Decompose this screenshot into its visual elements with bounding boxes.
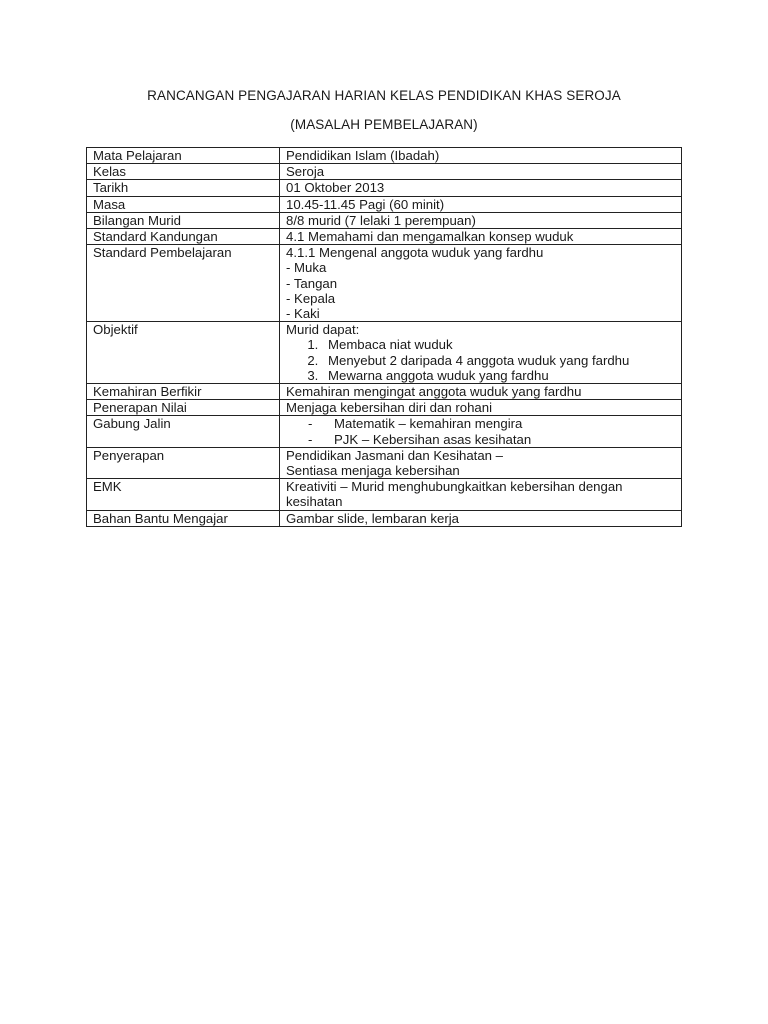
row-value bbox=[280, 322, 682, 384]
table-row-gabung-jalin bbox=[87, 416, 682, 447]
table-row-standard-kandungan bbox=[87, 229, 682, 245]
text-line: - Muka bbox=[286, 260, 327, 276]
table-row-tarikh bbox=[87, 180, 682, 196]
row-label: EMK bbox=[87, 479, 280, 510]
row-value: Kemahiran mengingat anggota wuduk yang fardhu bbox=[280, 384, 682, 400]
table-row-bilangan-murid bbox=[87, 212, 682, 228]
dash-marker: - bbox=[308, 416, 313, 432]
row-value bbox=[280, 416, 682, 447]
list-item-text: PJK – Kebersihan asas kesihatan bbox=[334, 431, 532, 447]
document-title: RANCANGAN PENGAJARAN HARIAN KELAS PENDIDIKAN KHAS SEROJA bbox=[147, 88, 621, 103]
text-line: kesihatan bbox=[286, 494, 343, 510]
row-value bbox=[280, 245, 682, 322]
row-label: Masa bbox=[87, 196, 280, 212]
row-label: Kemahiran Berfikir bbox=[87, 384, 280, 400]
gabung-jalin-list bbox=[286, 416, 681, 446]
text-line: Kreativiti – Murid menghubungkaitkan kebersihan dengan bbox=[286, 479, 623, 495]
objective-intro: Murid dapat: bbox=[286, 322, 360, 338]
text-line: - Tangan bbox=[286, 275, 338, 291]
row-value: Menjaga kebersihan diri dan rohani bbox=[280, 400, 682, 416]
row-label: Bilangan Murid bbox=[87, 212, 280, 228]
row-value: 8/8 murid (7 lelaki 1 perempuan) bbox=[280, 212, 682, 228]
table-row-masa bbox=[87, 196, 682, 212]
text-line: - Kepala bbox=[286, 290, 336, 306]
dash-marker: - bbox=[308, 431, 313, 447]
row-value: Pendidikan Islam (Ibadah) bbox=[280, 148, 682, 164]
row-label: Bahan Bantu Mengajar bbox=[87, 510, 280, 526]
row-value: 10.45-11.45 Pagi (60 minit) bbox=[280, 196, 682, 212]
row-label: Penerapan Nilai bbox=[87, 400, 280, 416]
lesson-plan-table bbox=[86, 147, 682, 527]
row-label: Standard Pembelajaran bbox=[87, 245, 280, 322]
table-row-kemahiran-berfikir bbox=[87, 384, 682, 400]
table-row-penyerapan bbox=[87, 447, 682, 478]
list-item: 3. Mewarna anggota wuduk yang fardhu bbox=[322, 368, 681, 383]
row-label: Penyerapan bbox=[87, 447, 280, 478]
row-value: 01 Oktober 2013 bbox=[280, 180, 682, 196]
table-row-bahan-bantu bbox=[87, 510, 682, 526]
table-row-emk bbox=[87, 479, 682, 510]
row-value: Gambar slide, lembaran kerja bbox=[280, 510, 682, 526]
row-label: Standard Kandungan bbox=[87, 229, 280, 245]
text-line: 4.1.1 Mengenal anggota wuduk yang fardhu bbox=[286, 245, 544, 261]
row-value: Seroja bbox=[280, 164, 682, 180]
list-item: 2. Menyebut 2 daripada 4 anggota wuduk yang fardhu bbox=[322, 353, 681, 368]
text-line: Sentiasa menjaga kebersihan bbox=[286, 463, 460, 479]
row-label: Mata Pelajaran bbox=[87, 148, 280, 164]
table-row-penerapan-nilai bbox=[87, 400, 682, 416]
row-label: Objektif bbox=[87, 322, 280, 384]
document-subtitle: (MASALAH PEMBELAJARAN) bbox=[290, 117, 478, 132]
table-row-objektif bbox=[87, 322, 682, 384]
row-label: Tarikh bbox=[87, 180, 280, 196]
text-line: - Kaki bbox=[286, 306, 320, 322]
row-label: Gabung Jalin bbox=[87, 416, 280, 447]
row-label: Kelas bbox=[87, 164, 280, 180]
list-item: 1. Membaca niat wuduk bbox=[322, 337, 681, 352]
list-item bbox=[286, 416, 681, 431]
list-item-text: Matematik – kemahiran mengira bbox=[334, 416, 523, 432]
text-line: Pendidikan Jasmani dan Kesihatan – bbox=[286, 447, 504, 463]
row-value: 4.1 Memahami dan mengamalkan konsep wuduk bbox=[280, 229, 682, 245]
list-item bbox=[286, 432, 681, 447]
row-value bbox=[280, 479, 682, 510]
table-row-standard-pembelajaran bbox=[87, 245, 682, 322]
objective-list bbox=[286, 337, 681, 383]
table-row-mata-pelajaran bbox=[87, 148, 682, 164]
table-row-kelas bbox=[87, 164, 682, 180]
row-value bbox=[280, 447, 682, 478]
